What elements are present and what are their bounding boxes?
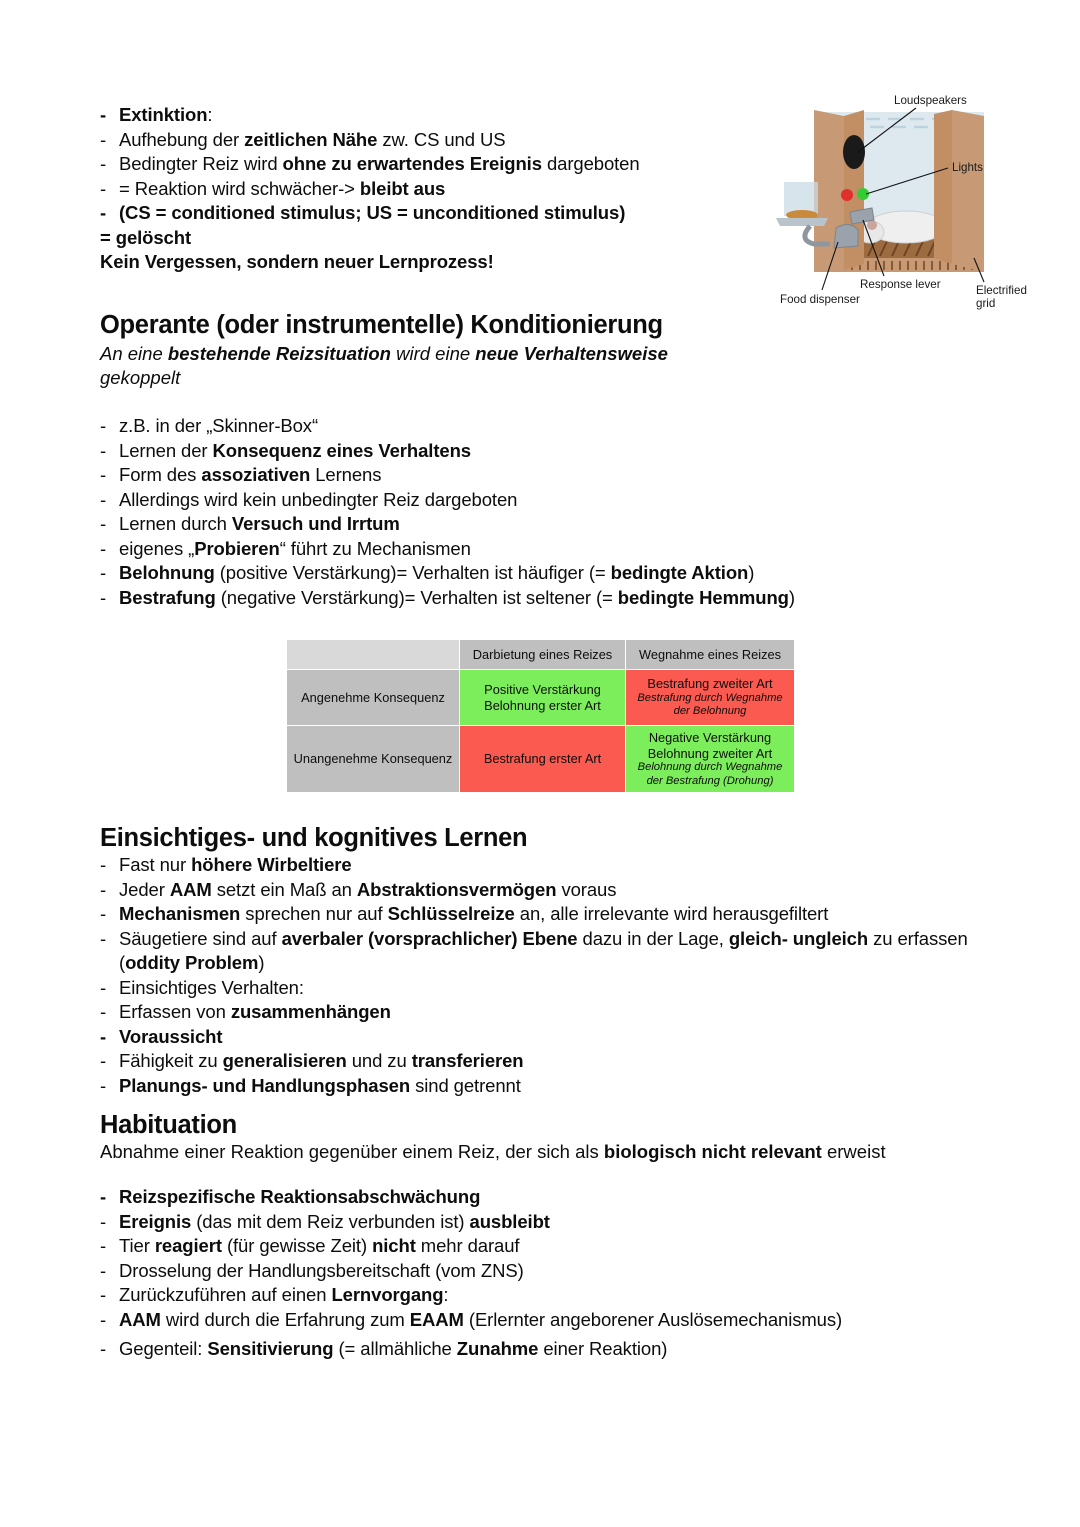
list-item-text: Extinktion:	[119, 104, 213, 125]
list-item	[100, 927, 980, 976]
list-item	[100, 586, 795, 611]
cell-line: Belohnung zweiter Art	[647, 745, 773, 761]
table-cell-negative-verstaerkung	[626, 726, 795, 793]
list-item-text: z.B. in der „Skinner-Box“	[119, 415, 319, 436]
list-item-text: eigenes „Probieren“ führt zu Mechanismen	[119, 537, 471, 559]
list-item	[100, 512, 795, 537]
bullet-dash: -	[100, 878, 107, 900]
bullet-dash: -	[100, 128, 107, 150]
label-response-lever: Response lever	[860, 278, 941, 291]
list-item	[100, 1259, 980, 1284]
skinner-box-figure	[766, 86, 1072, 320]
list-item	[100, 1234, 980, 1259]
geloescht-text: = gelöscht	[100, 226, 192, 248]
bullet-dash: -	[100, 1235, 107, 1256]
bullet-dash: -	[100, 1050, 107, 1071]
list-item	[100, 1308, 980, 1333]
list-item	[100, 414, 795, 439]
list-item-text: Drosselung der Handlungsbereitschaft (vom ZNS)	[119, 1259, 524, 1281]
list-item-text: Gegenteil: Sensitivierung (= allmähliche Zunahme einer Reaktion)	[119, 1338, 668, 1359]
list-item	[100, 1337, 980, 1362]
list-item	[100, 1025, 980, 1050]
label-electrified-grid-2: grid	[976, 297, 996, 310]
list-item	[100, 128, 640, 153]
bullet-dash: -	[100, 927, 107, 949]
list-item	[100, 1185, 980, 1210]
list-item-text: Ereignis (das mit dem Reiz verbunden ist) ausbleibt	[119, 1210, 550, 1232]
table-row-header-angenehm: Angenehme Konsequenz	[287, 670, 460, 726]
list-item-text: Belohnung (positive Verstärkung)= Verhalten ist häufiger (= bedingte Aktion)	[119, 562, 755, 583]
einsichtig-list	[100, 853, 980, 1098]
bullet-dash: -	[100, 177, 107, 199]
bullet-dash: -	[100, 1025, 107, 1047]
list-item-text: AAM wird durch die Erfahrung zum EAAM (Erlernter angeborener Auslösemechanismus)	[119, 1308, 843, 1330]
cell-line: Negative Verstärkung	[648, 730, 772, 745]
list-item	[100, 537, 795, 562]
list-item	[100, 1049, 980, 1074]
table-row	[287, 670, 795, 726]
list-item	[100, 152, 640, 177]
habituation-subtitle: Abnahme einer Reaktion gegenüber einem Reiz, der sich als biologisch nicht relevant erweist	[100, 1141, 886, 1162]
list-item-text: Fast nur höhere Wirbeltiere	[119, 854, 352, 875]
list-item	[100, 902, 980, 927]
list-item-text: Voraussicht	[119, 1025, 223, 1047]
list-item	[100, 201, 640, 226]
list-item-text: Säugetiere sind auf averbaler (vorsprachlicher) Ebene dazu in der Lage, gleich- ungleich zu erfassen (oddity Problem)	[119, 927, 968, 973]
label-loudspeakers: Loudspeakers	[894, 94, 967, 107]
text-line	[100, 250, 640, 275]
operante-list	[100, 414, 795, 610]
label-lights: Lights	[952, 161, 983, 174]
bullet-dash: -	[100, 415, 107, 436]
text-line	[100, 226, 640, 251]
table-col-header-darbietung: Darbietung eines Reizes	[460, 640, 626, 670]
list-item-text: = Reaktion wird schwächer-> bleibt aus	[119, 177, 446, 199]
table-col-header-wegnahme: Wegnahme eines Reizes	[626, 640, 795, 670]
list-item-text: Mechanismen sprechen nur auf Schlüsselreize an, alle irrelevante wird herausgefiltert	[119, 903, 829, 924]
section-heading-operante: Operante (oder instrumentelle) Konditionierung	[100, 311, 663, 339]
list-item-text: Allerdings wird kein unbedingter Reiz dargeboten	[119, 488, 518, 510]
bullet-dash: -	[100, 104, 107, 125]
list-item-text: Lernen durch Versuch und Irrtum	[119, 513, 400, 534]
list-item	[100, 103, 640, 128]
loudspeaker-shape	[843, 135, 865, 169]
table-cell-bestrafung-zweiter-art	[626, 670, 795, 726]
bullet-dash: -	[100, 1338, 107, 1359]
einsichtig-section-heading-wrap	[100, 823, 527, 853]
bullet-dash: -	[100, 1210, 107, 1232]
habituation-section-heading-wrap	[100, 1110, 237, 1140]
red-light-shape	[841, 189, 853, 201]
list-item	[100, 1074, 980, 1099]
list-item	[100, 1000, 980, 1025]
bullet-dash: -	[100, 1001, 107, 1022]
bullet-dash: -	[100, 537, 107, 559]
bullet-dash: -	[100, 562, 107, 583]
list-item	[100, 878, 980, 903]
list-item	[100, 439, 795, 464]
label-electrified-grid-1: Electrified	[976, 284, 1027, 297]
bullet-dash: -	[100, 153, 107, 174]
bullet-dash: -	[100, 488, 107, 510]
list-item-text: Reizspezifische Reaktionsabschwächung	[119, 1186, 481, 1207]
list-item	[100, 853, 980, 878]
bullet-dash: -	[100, 976, 107, 998]
cell-line: Bestrafung erster Art	[483, 751, 602, 767]
label-food-dispenser: Food dispenser	[780, 293, 860, 306]
cell-subline: Bestrafung durch Wegnahme der Belohnung	[637, 691, 783, 718]
list-item	[100, 1210, 980, 1235]
list-item-text: Bestrafung (negative Verstärkung)= Verhalten ist seltener (= bedingte Hemmung)	[119, 586, 795, 608]
table-header-row	[287, 640, 795, 670]
list-item	[100, 463, 795, 488]
consequence-matrix-table	[286, 639, 795, 793]
list-item-text: (CS = conditioned stimulus; US = unconditioned stimulus)	[119, 202, 626, 223]
list-item	[100, 177, 640, 202]
list-item	[100, 488, 795, 513]
list-item-text: Tier reagiert (für gewisse Zeit) nicht mehr darauf	[119, 1235, 520, 1256]
table-row	[287, 726, 795, 793]
bullet-dash: -	[100, 1284, 107, 1305]
list-item-text: Lernen der Konsequenz eines Verhaltens	[119, 439, 471, 461]
bullet-dash: -	[100, 903, 107, 924]
bullet-dash: -	[100, 513, 107, 534]
cell-subline: Belohnung durch Wegnahme der Bestrafung (Drohung)	[637, 761, 783, 787]
extinktion-section	[100, 103, 640, 275]
list-item-text: Erfassen von zusammenhängen	[119, 1001, 391, 1022]
list-item-text: Zurückzuführen auf einen Lernvorgang:	[119, 1284, 449, 1305]
gegenteil-list	[100, 1337, 980, 1362]
operante-section-heading-wrap	[100, 310, 663, 340]
list-item-text: Aufhebung der zeitlichen Nähe zw. CS und US	[119, 128, 506, 150]
list-item	[100, 561, 795, 586]
section-heading-einsichtiges-lernen: Einsichtiges- und kognitives Lernen	[100, 824, 528, 852]
list-item-text: Bedingter Reiz wird ohne zu erwartendes Ereignis dargeboten	[119, 153, 640, 174]
list-item-text: Fähigkeit zu generalisieren und zu transferieren	[119, 1050, 524, 1071]
bullet-dash: -	[100, 1074, 107, 1096]
kein-vergessen-text: Kein Vergessen, sondern neuer Lernprozess!	[100, 251, 494, 272]
list-item-text: Jeder AAM setzt ein Maß an Abstraktionsvermögen voraus	[119, 878, 617, 900]
list-item-text: Planungs- und Handlungsphasen sind getrennt	[119, 1074, 521, 1096]
bullet-dash: -	[100, 1308, 107, 1330]
bullet-dash: -	[100, 202, 107, 223]
bullet-dash: -	[100, 1259, 107, 1281]
table-cell-positive-verstaerkung	[460, 670, 626, 726]
table-corner-cell	[287, 640, 460, 670]
list-item	[100, 1283, 980, 1308]
bullet-dash: -	[100, 464, 107, 485]
bullet-dash: -	[100, 854, 107, 875]
cell-line: Positive Verstärkung	[484, 682, 601, 697]
cell-line: Bestrafung zweiter Art	[647, 676, 773, 692]
bullet-dash: -	[100, 1186, 107, 1207]
list-item-text: Einsichtiges Verhalten:	[119, 976, 304, 998]
cell-line: Belohnung erster Art	[484, 697, 601, 713]
operante-subtitle: An eine bestehende Reizsituation wird eine neue Verhaltensweise gekoppelt	[100, 343, 668, 388]
table-row-header-unangenehm: Unangenehme Konsequenz	[287, 726, 460, 793]
bullet-dash: -	[100, 586, 107, 608]
bullet-dash: -	[100, 439, 107, 461]
list-item	[100, 976, 980, 1001]
habituation-list	[100, 1185, 980, 1332]
table-cell-bestrafung-erster-art	[460, 726, 626, 793]
section-heading-habituation: Habituation	[100, 1111, 237, 1139]
list-item-text: Form des assoziativen Lernens	[119, 464, 382, 485]
